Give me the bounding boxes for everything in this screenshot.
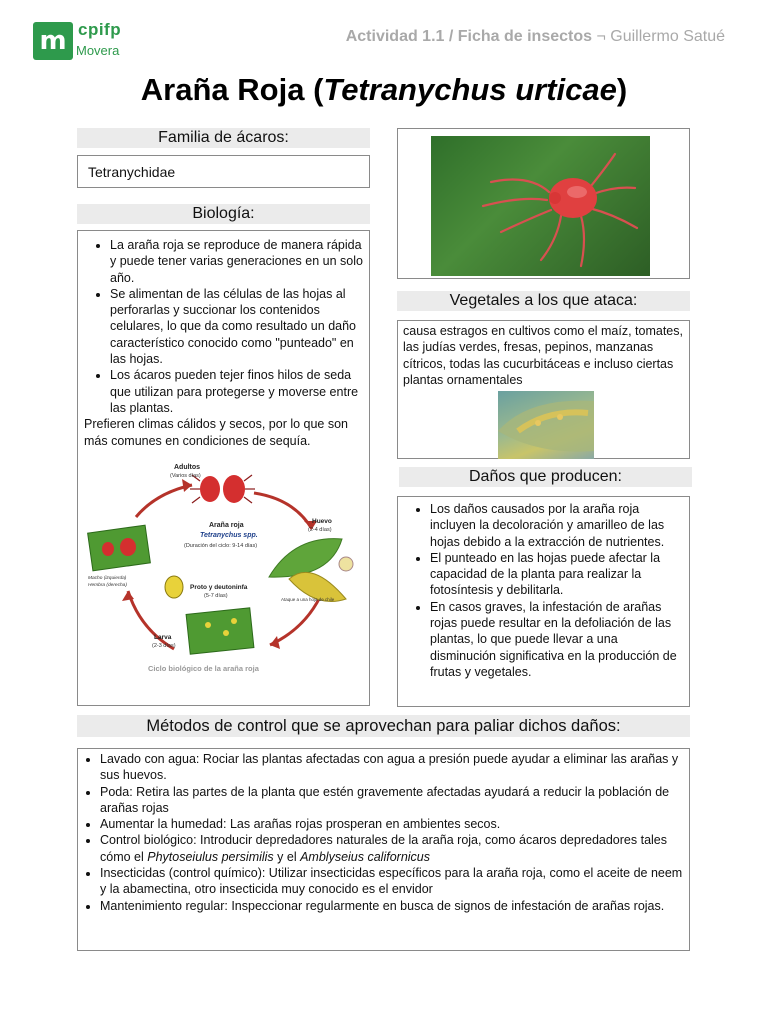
metodos-list	[84, 751, 683, 914]
danos-item: • En casos graves, la infestación de arañas rojas puede resultar en la defoliación de las plantas, lo que puede llevar a una disminución significativa en la producción de frutas y vegetales.	[430, 599, 683, 680]
label-macho: Macho (izquierda)	[88, 576, 127, 581]
stage-huevo: Huevo	[312, 518, 332, 525]
vegetales-box	[397, 320, 690, 459]
danos-heading: Daños que producen:	[399, 467, 692, 487]
control-bio-mid: y el	[273, 849, 301, 864]
life-cycle-diagram	[84, 459, 365, 684]
cycle-arrow	[136, 485, 192, 517]
metodos-item: • Insecticidas (control químico): Utilizar insecticidas específicos para la araña roja, como el aceite de neem y la abamectina, otro insecticida muy conocido es el envidor	[100, 865, 683, 898]
biologia-box	[77, 230, 370, 706]
mite-photo-frame	[397, 128, 690, 279]
vegetales-text: causa estragos en cultivos como el maíz, tomates, las judías verdes, fresas, pepinos, manzanas cítricos, todas las cucurbitáceas e incluso ciertas plantas ornamentales	[403, 324, 683, 387]
logo-letter: m	[39, 26, 67, 56]
biologia-item: • La araña roja se reproduce de manera rápida y puede tener varias generaciones en un solo año.	[110, 237, 363, 286]
leaf-green	[269, 539, 342, 577]
familia-value: Tetranychidae	[77, 155, 370, 188]
biologia-item: • Se alimentan de las células de las hojas al perforarlas y succionar los contenidos celulares, lo que da como resultado un daño característico conocido como "punteado" en las hojas.	[110, 286, 363, 367]
species-phytoseiulus: Phytoseiulus persimilis	[147, 849, 274, 864]
metodos-item: • Mantenimiento regular: Inspeccionar regularmente en busca de signos de infestación de arañas rojas.	[100, 898, 683, 914]
biologia-item: • Los ácaros pueden tejer finos hilos de seda que utilizan para protegerse y moverse entre las plantas.	[110, 367, 363, 416]
metodos-item: • Aumentar la humedad: Las arañas rojas prosperan en ambientes secos.	[100, 816, 683, 832]
center-sub: (Duración del ciclo: 9-14 días)	[184, 543, 258, 549]
metodos-heading: Métodos de control que se aprovechan para paliar dichos daños:	[77, 715, 690, 737]
header-info	[346, 28, 725, 46]
title-main: Araña Roja (	[140, 72, 324, 107]
arrow-head	[182, 479, 192, 492]
biologia-heading: Biología:	[77, 204, 370, 224]
egg	[339, 557, 353, 571]
metodos-box	[77, 748, 690, 951]
danos-item: • Los daños causados por la araña roja incluyen la decoloración y amarilleo de las hojas debido a la extracción de nutrientes.	[430, 501, 683, 550]
larva-leaf	[186, 608, 254, 654]
activity-label: Actividad 1.1 / Ficha de insectos	[345, 28, 593, 45]
stage-proto-sub: (5-7 días)	[204, 593, 228, 599]
diagram-caption: Ciclo biológico de la araña roja	[148, 664, 259, 673]
metodos-item: • Lavado con agua: Rociar las plantas afectadas con agua a presión puede ayudar a eliminar las arañas y sus huevos.	[100, 751, 683, 784]
center-sci: Tetranychus spp.	[200, 532, 258, 539]
stage-larva-sub: (2-3 días)	[152, 643, 176, 649]
logo-brand: cpifp	[78, 20, 122, 39]
damaged-leaf-photo	[498, 391, 594, 459]
mite-illustration	[431, 136, 650, 276]
metodos-item-control-biologico	[100, 832, 683, 865]
title-close: )	[616, 72, 628, 107]
danos-item: • El punteado en las hojas puede afectar la capacidad de la planta para realizar la fotosíntesis y debilitarla.	[430, 550, 683, 599]
logo-sub: Movera	[76, 43, 120, 58]
author-name: Guillermo Satué	[610, 28, 725, 45]
label-hembra: Hembra (derecha)	[88, 583, 127, 588]
leaf-illustration	[498, 391, 594, 459]
cycle-arrow	[254, 493, 312, 529]
adult-mites	[190, 475, 255, 503]
title-scientific: Tetranychus urticae	[323, 72, 617, 107]
species-amblyseius: Amblyseius californicus	[300, 849, 431, 864]
familia-heading: Familia de ácaros:	[77, 128, 370, 148]
leaf-note: Ataque a una hoja de chile	[281, 597, 335, 602]
stage-proto: Proto y deutoninfa	[190, 584, 248, 591]
stage-adultos-sub: (Varios días)	[170, 473, 201, 479]
nymph	[165, 576, 183, 598]
stage-larva: Larva	[154, 634, 172, 641]
control-bio-text: Control biológico: Introducir depredadores naturales de la araña roja, como ácaros depredadores tales cómo el	[100, 833, 668, 864]
page-title	[0, 72, 768, 108]
mite-photo	[431, 136, 650, 276]
danos-list	[404, 501, 683, 680]
danos-box	[397, 496, 690, 707]
metodos-item: • Poda: Retira las partes de la planta que estén gravemente afectadas ayudará a reducir la población de arañas rojas	[100, 784, 683, 817]
biologia-paragraph: Prefieren climas cálidos y secos, por lo que son más comunes en condiciones de sequía.	[84, 417, 349, 448]
center-title: Araña roja	[209, 522, 244, 529]
stage-adultos: Adultos	[174, 464, 201, 471]
vegetales-heading: Vegetales a los que ataca:	[397, 291, 690, 311]
cycle-arrow	[270, 597, 320, 645]
stage-huevo-sub: (2-4 días)	[308, 527, 332, 533]
adult-leaf	[88, 525, 151, 571]
separator: ¬	[596, 28, 606, 45]
arrow-head	[270, 636, 280, 649]
biologia-list	[84, 237, 363, 416]
